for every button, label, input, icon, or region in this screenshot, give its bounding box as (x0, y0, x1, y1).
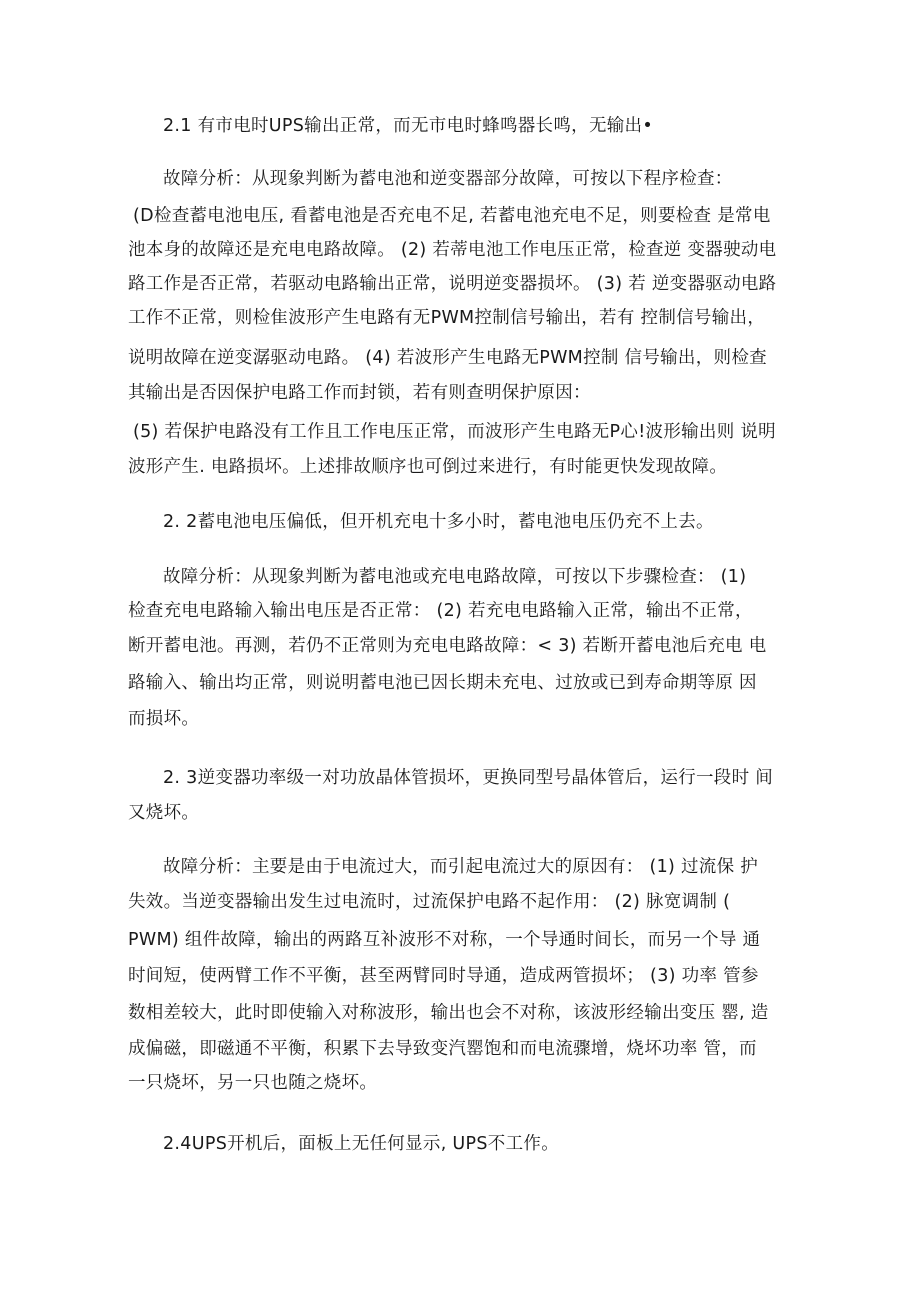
text-line: (5) 若保护电路没有工作且工作电压正常，而波形产生电路无P心!波形输出则 说明 (133, 422, 776, 442)
text-line: 工作不正常，则检隹波形产生电路有无PWM控制信号输出，若有 控制信号输出， (128, 308, 766, 328)
text-line: 检查充电电路输入输出电压是否正常： (2) 若充电电路输入正常，输出不正常， (128, 601, 753, 621)
text-line: 波形产生. 电路损坏。上述排故顺序也可倒过来进行，有时能更快发现故障。 (128, 457, 728, 477)
text-line: 又烧坏。 (128, 803, 200, 823)
text-line: 路工作是否正常，若驱动电路输出正常，说明逆变器损坏。 (3) 若 逆变器驱动电路 (128, 274, 777, 294)
text-line: 2. 2蓄电池电压偏低，但开机充电十多小时，蓄电池电压仍充不上去。 (163, 512, 714, 532)
text-line: 路输入、输出均正常，则说明蓄电池已因长期未充电、过放或已到寿命期等原 因 (128, 673, 757, 693)
text-line: 其输出是否因保护电路工作而封锁，若有则查明保护原因： (128, 383, 591, 403)
text-line: 一只烧坏，另一只也随之烧坏。 (128, 1073, 378, 1093)
text-line: PWM) 组件故障，输出的两路互补波形不对称，一个导通时间长，而另一个导 通 (128, 930, 761, 950)
text-line: 池本身的故障还是充电电路故障。 (2) 若蒂电池工作电压正常，检查逆 变器驶动电 (128, 240, 777, 260)
text-line: 断开蓄电池。再测，若仍不正常则为充电电路故障：< 3) 若断开蓄电池后充电 电 (128, 636, 767, 656)
text-line: (D检查蓄电池电压, 看蓄电池是否充电不足, 若蓄电池充电不足，则要检查 是常电 (133, 206, 771, 226)
text-line: 故障分析：从现象判断为蓄电池和逆变器部分故障，可按以下程序检查： (163, 169, 733, 189)
text-line: 数相差较大，此时即使输入对称波形，输出也会不对称，该波形经输出变压 罂, 造 (128, 1003, 769, 1023)
text-line: 故障分析：从现象判断为蓄电池或充电电路故障，可按以下步骤检查： (1) (163, 567, 747, 587)
text-line: 而损坏。 (128, 709, 200, 729)
text-line: 2.4UPS开机后，面板上无任何显示, UPS不工作。 (163, 1134, 559, 1154)
text-line: 故障分析：主要是由于电流过大，而引起电流过大的原因有： (1) 过流保 护 (163, 857, 759, 877)
text-line: 2.1 有市电时UPS输出正常，而无市电时蜂鸣器长鸣，无输出• (163, 116, 653, 136)
text-line: 时间短，使两臂工作不平衡，甚至两臂同时导通，造成两管损坏； (3) 功率 管参 (128, 966, 759, 986)
text-line: 2. 3逆变器功率级一对功放晶体管损坏，更换同型号晶体管后，运行一段时 间 (163, 768, 774, 788)
text-line: 说明故障在逆变潺驱动电路。 (4) 若波形产生电路无PWM控制 信号输出，则检查 (128, 348, 767, 368)
text-line: 成偏磁，即磁通不平衡，积累下去导致变汽罂饱和而电流骤增，烧坏功率 管，而 (128, 1039, 757, 1059)
text-line: 失效。当逆变器输出发生过电流时，过流保护电路不起作用： (2) 脉宽调制 ( (128, 892, 731, 912)
